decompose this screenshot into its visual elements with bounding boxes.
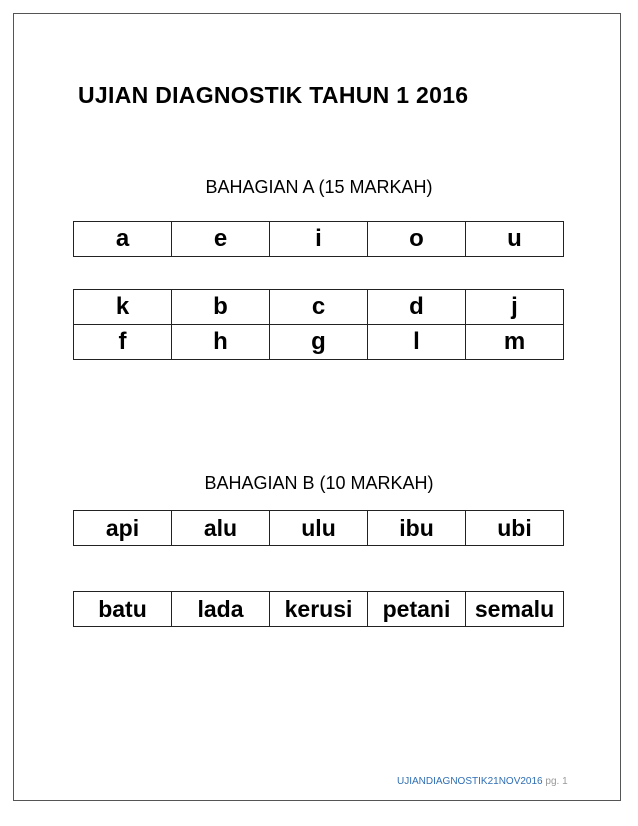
- page-border: [13, 13, 621, 801]
- footer-page-number: pg. 1: [545, 776, 568, 787]
- table-cell: semalu: [466, 592, 564, 627]
- table-cell: kerusi: [270, 592, 368, 627]
- table-cell: f: [74, 325, 172, 360]
- table-cell: o: [368, 222, 466, 257]
- vowels-table: [73, 221, 564, 257]
- table-cell: i: [270, 222, 368, 257]
- table-cell: h: [172, 325, 270, 360]
- table-cell: alu: [172, 511, 270, 546]
- table-cell: ibu: [368, 511, 466, 546]
- table-cell: batu: [74, 592, 172, 627]
- table-cell: m: [466, 325, 564, 360]
- table-cell: j: [466, 290, 564, 325]
- document-title: UJIAN DIAGNOSTIK TAHUN 1 2016: [78, 82, 469, 108]
- words-table-1: [73, 510, 564, 546]
- table-cell: api: [74, 511, 172, 546]
- table-cell: u: [466, 222, 564, 257]
- table-cell: e: [172, 222, 270, 257]
- table-cell: c: [270, 290, 368, 325]
- table-row: [74, 511, 564, 546]
- table-cell: d: [368, 290, 466, 325]
- table-cell: k: [74, 290, 172, 325]
- table-cell: a: [74, 222, 172, 257]
- words-table-2: [73, 591, 564, 627]
- footer-doc-id: UJIANDIAGNOSTIK21NOV2016: [397, 776, 543, 787]
- table-row: [74, 290, 564, 325]
- table-cell: l: [368, 325, 466, 360]
- table-cell: b: [172, 290, 270, 325]
- table-cell: ulu: [270, 511, 368, 546]
- page-footer: [397, 776, 568, 787]
- table-row: [74, 592, 564, 627]
- table-cell: ubi: [466, 511, 564, 546]
- table-row: [74, 325, 564, 360]
- consonants-table: [73, 289, 564, 360]
- table-cell: lada: [172, 592, 270, 627]
- table-row: [74, 222, 564, 257]
- table-cell: petani: [368, 592, 466, 627]
- section-a-heading: BAHAGIAN A (15 MARKAH): [205, 177, 433, 197]
- section-b-heading: BAHAGIAN B (10 MARKAH): [204, 473, 434, 493]
- table-cell: g: [270, 325, 368, 360]
